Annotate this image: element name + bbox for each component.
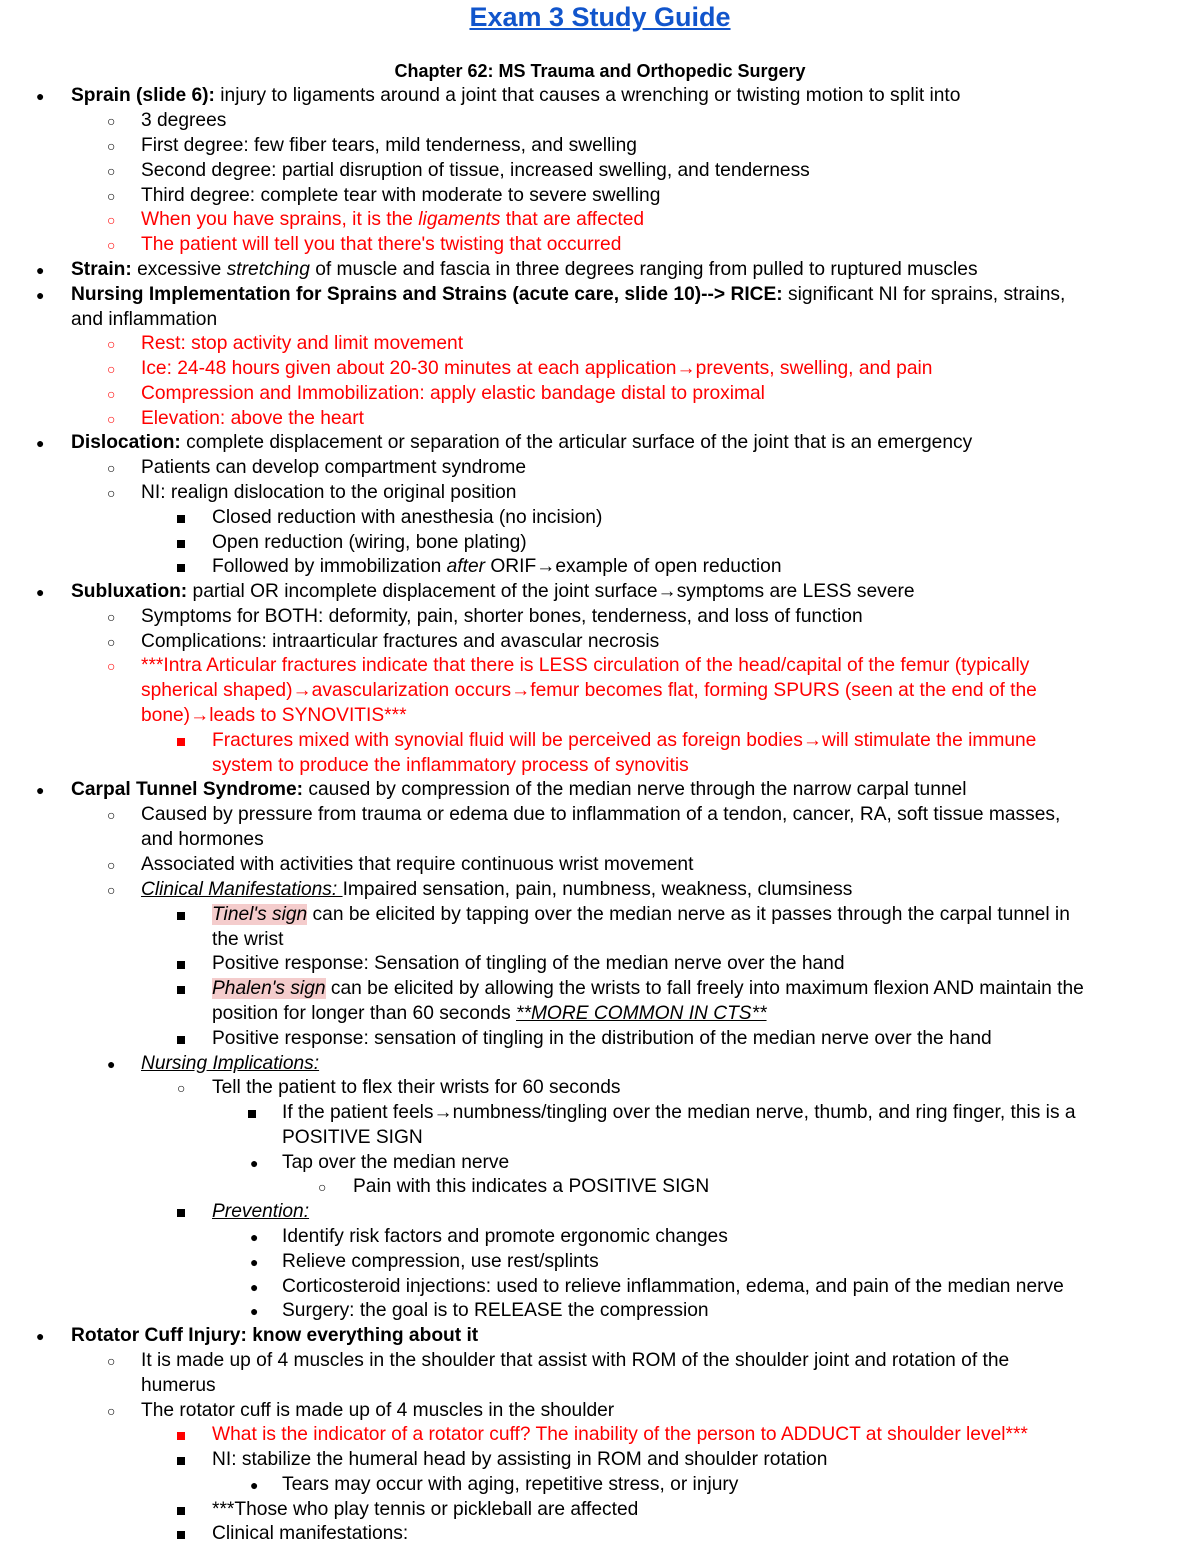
list-item-cont: position for longer than 60 seconds **MORE COMMON IN CTS** bbox=[212, 1003, 767, 1024]
bullet-disc-icon: ● bbox=[36, 262, 45, 278]
bullet-circle-icon: ○ bbox=[107, 336, 116, 352]
list-item: NI: stabilize the humeral head by assisting in ROM and shoulder rotation bbox=[212, 1449, 828, 1470]
bullet-square-icon bbox=[177, 986, 185, 994]
list-item: Positive response: Sensation of tingling of the median nerve over the hand bbox=[212, 953, 845, 974]
list-item: Third degree: complete tear with moderate to severe swelling bbox=[141, 185, 661, 206]
bullet-square-icon bbox=[177, 1432, 185, 1440]
list-item: Associated with activities that require continuous wrist movement bbox=[141, 854, 694, 875]
bullet-disc-icon: ● bbox=[36, 782, 45, 798]
list-item: Rest: stop activity and limit movement bbox=[141, 333, 464, 354]
list-item: Complications: intraarticular fractures and avascular necrosis bbox=[141, 631, 660, 652]
bullet-circle-icon: ○ bbox=[107, 857, 116, 873]
bullet-circle-icon: ○ bbox=[107, 237, 116, 253]
intra-articular-note: ***Intra Articular fractures indicate that there is LESS circulation of the head/capital of the femur (typically bbox=[141, 655, 1030, 676]
list-item: Identify risk factors and promote ergonomic changes bbox=[282, 1226, 728, 1247]
bullet-circle-icon: ○ bbox=[107, 460, 116, 476]
list-item-cont: and hormones bbox=[141, 829, 264, 850]
bullet-circle-icon: ○ bbox=[107, 411, 116, 427]
bullet-disc-icon: ● bbox=[36, 88, 45, 104]
list-item: 3 degrees bbox=[141, 110, 227, 131]
rotator-cuff-line: Rotator Cuff Injury: know everything about it bbox=[71, 1325, 479, 1346]
bullet-circle-icon: ○ bbox=[107, 609, 116, 625]
intra-articular-note-cont: bone)→leads to SYNOVITIS*** bbox=[141, 705, 407, 726]
list-item: Clinical manifestations: bbox=[212, 1523, 409, 1544]
list-item-cont: the wrist bbox=[212, 929, 284, 950]
bullet-disc-icon: ● bbox=[36, 287, 45, 303]
rice-line-cont: and inflammation bbox=[71, 309, 218, 330]
bullet-disc-icon: ● bbox=[250, 1303, 259, 1319]
sprain-twist-note: The patient will tell you that there's twisting that occurred bbox=[141, 234, 622, 255]
bullet-disc-icon: ● bbox=[36, 435, 45, 451]
list-item: Followed by immobilization after ORIF→example of open reduction bbox=[212, 556, 782, 577]
bullet-square-icon bbox=[177, 1507, 185, 1515]
list-item: NI: realign dislocation to the original position bbox=[141, 482, 517, 503]
bullet-disc-icon: ● bbox=[250, 1477, 259, 1493]
subluxation-line: Subluxation: partial OR incomplete displacement of the joint surface→symptoms are LESS severe bbox=[71, 581, 915, 602]
bullet-square-icon bbox=[177, 738, 185, 746]
bullet-square-icon bbox=[177, 564, 185, 572]
bullet-circle-icon: ○ bbox=[107, 882, 116, 898]
bullet-disc-icon: ● bbox=[250, 1279, 259, 1295]
bullet-circle-icon: ○ bbox=[107, 634, 116, 650]
list-item: Relieve compression, use rest/splints bbox=[282, 1251, 599, 1272]
bullet-circle-icon: ○ bbox=[107, 658, 116, 674]
bullet-square-icon bbox=[177, 540, 185, 548]
chapter-heading: Chapter 62: MS Trauma and Orthopedic Surgery bbox=[394, 61, 806, 81]
list-item: Caused by pressure from trauma or edema due to inflammation of a tendon, cancer, RA, soft tissue masses, bbox=[141, 804, 1061, 825]
list-item: Compression and Immobilization: apply elastic bandage distal to proximal bbox=[141, 383, 765, 404]
bullet-circle-icon: ○ bbox=[107, 386, 116, 402]
list-item: Pain with this indicates a POSITIVE SIGN bbox=[353, 1176, 710, 1197]
rice-line: Nursing Implementation for Sprains and Strains (acute care, slide 10)--> RICE: significant NI for sprains, strains, bbox=[71, 284, 1066, 305]
strain-line: Strain: excessive stretching of muscle and fascia in three degrees ranging from pulled to ruptured muscles bbox=[71, 259, 978, 280]
bullet-circle-icon: ○ bbox=[318, 1179, 327, 1195]
bullet-circle-icon: ○ bbox=[107, 212, 116, 228]
cts-line: Carpal Tunnel Syndrome: caused by compression of the median nerve through the narrow carpal tunnel bbox=[71, 779, 967, 800]
list-item: If the patient feels→numbness/tingling over the median nerve, thumb, and ring finger, this is a bbox=[282, 1102, 1076, 1123]
list-item: It is made up of 4 muscles in the shoulder that assist with ROM of the shoulder joint and rotation of the bbox=[141, 1350, 1010, 1371]
bullet-circle-icon: ○ bbox=[107, 1353, 116, 1369]
list-item: Surgery: the goal is to RELEASE the compression bbox=[282, 1300, 709, 1321]
bullet-square-icon bbox=[177, 515, 185, 523]
list-item: Ice: 24-48 hours given about 20-30 minutes at each application→prevents, swelling, and pain bbox=[141, 358, 933, 379]
list-item-cont: POSITIVE SIGN bbox=[282, 1127, 423, 1148]
prevention-label: Prevention: bbox=[212, 1201, 310, 1222]
list-item: Clinical Manifestations: Impaired sensation, pain, numbness, weakness, clumsiness bbox=[141, 879, 853, 900]
list-item: Tinel's sign can be elicited by tapping over the median nerve as it passes through the carpal tunnel in bbox=[212, 904, 1070, 925]
list-item: Positive response: sensation of tingling in the distribution of the median nerve over the hand bbox=[212, 1028, 992, 1049]
bullet-square-icon bbox=[177, 1531, 185, 1539]
list-item-cont: humerus bbox=[141, 1375, 216, 1396]
list-item: Closed reduction with anesthesia (no incision) bbox=[212, 507, 603, 528]
rotator-indicator-note: What is the indicator of a rotator cuff? The inability of the person to ADDUCT at shoulder level*** bbox=[212, 1424, 1028, 1445]
list-item: Patients can develop compartment syndrome bbox=[141, 457, 527, 478]
list-item: Phalen's sign can be elicited by allowing the wrists to fall freely into maximum flexion AND maintain the bbox=[212, 978, 1084, 999]
nursing-implications-label: Nursing Implications: bbox=[141, 1053, 320, 1074]
list-item: First degree: few fiber tears, mild tenderness, and swelling bbox=[141, 135, 637, 156]
bullet-circle-icon: ○ bbox=[107, 188, 116, 204]
bullet-disc-icon: ● bbox=[250, 1155, 259, 1171]
bullet-circle-icon: ○ bbox=[107, 113, 116, 129]
list-item: ***Those who play tennis or pickleball are affected bbox=[212, 1499, 639, 1520]
list-item: Elevation: above the heart bbox=[141, 408, 364, 429]
list-item: Tap over the median nerve bbox=[282, 1152, 510, 1173]
bullet-square-icon bbox=[177, 1036, 185, 1044]
list-item: Tears may occur with aging, repetitive stress, or injury bbox=[282, 1474, 739, 1495]
bullet-square-icon bbox=[177, 1457, 185, 1465]
synovial-note: Fractures mixed with synovial fluid will be perceived as foreign bodies→will stimulate the immune bbox=[212, 730, 1037, 751]
bullet-disc-icon: ● bbox=[107, 1056, 116, 1072]
bullet-circle-icon: ○ bbox=[107, 163, 116, 179]
intra-articular-note-cont: spherical shaped)→avascularization occurs→femur becomes flat, forming SPURS (seen at the end of the bbox=[141, 680, 1037, 701]
bullet-circle-icon: ○ bbox=[107, 485, 116, 501]
bullet-circle-icon: ○ bbox=[177, 1080, 186, 1096]
list-item: Symptoms for BOTH: deformity, pain, shorter bones, tenderness, and loss of function bbox=[141, 606, 863, 627]
bullet-circle-icon: ○ bbox=[107, 361, 116, 377]
bullet-disc-icon: ● bbox=[36, 1328, 45, 1344]
bullet-circle-icon: ○ bbox=[107, 1403, 116, 1419]
sprain-line: Sprain (slide 6): injury to ligaments around a joint that causes a wrenching or twisting motion to split into bbox=[71, 85, 961, 106]
list-item: Corticosteroid injections: used to relieve inflammation, edema, and pain of the median nerve bbox=[282, 1276, 1064, 1297]
bullet-disc-icon: ● bbox=[36, 584, 45, 600]
list-item: Second degree: partial disruption of tissue, increased swelling, and tenderness bbox=[141, 160, 810, 181]
sprain-ligament-note: When you have sprains, it is the ligaments that are affected bbox=[141, 209, 645, 230]
list-item: The rotator cuff is made up of 4 muscles in the shoulder bbox=[141, 1400, 615, 1421]
bullet-circle-icon: ○ bbox=[107, 138, 116, 154]
list-item: Open reduction (wiring, bone plating) bbox=[212, 532, 527, 553]
synovial-note-cont: system to produce the inflammatory process of synovitis bbox=[212, 755, 689, 776]
bullet-circle-icon: ○ bbox=[107, 807, 116, 823]
bullet-square-icon bbox=[177, 961, 185, 969]
page-title: Exam 3 Study Guide bbox=[469, 2, 731, 32]
bullet-disc-icon: ● bbox=[250, 1254, 259, 1270]
dislocation-line: Dislocation: complete displacement or separation of the articular surface of the joint that is an emergency bbox=[71, 432, 973, 453]
bullet-square-icon bbox=[248, 1110, 256, 1118]
bullet-disc-icon: ● bbox=[250, 1229, 259, 1245]
list-item: Tell the patient to flex their wrists for 60 seconds bbox=[212, 1077, 621, 1098]
bullet-square-icon bbox=[177, 912, 185, 920]
bullet-square-icon bbox=[177, 1209, 185, 1217]
